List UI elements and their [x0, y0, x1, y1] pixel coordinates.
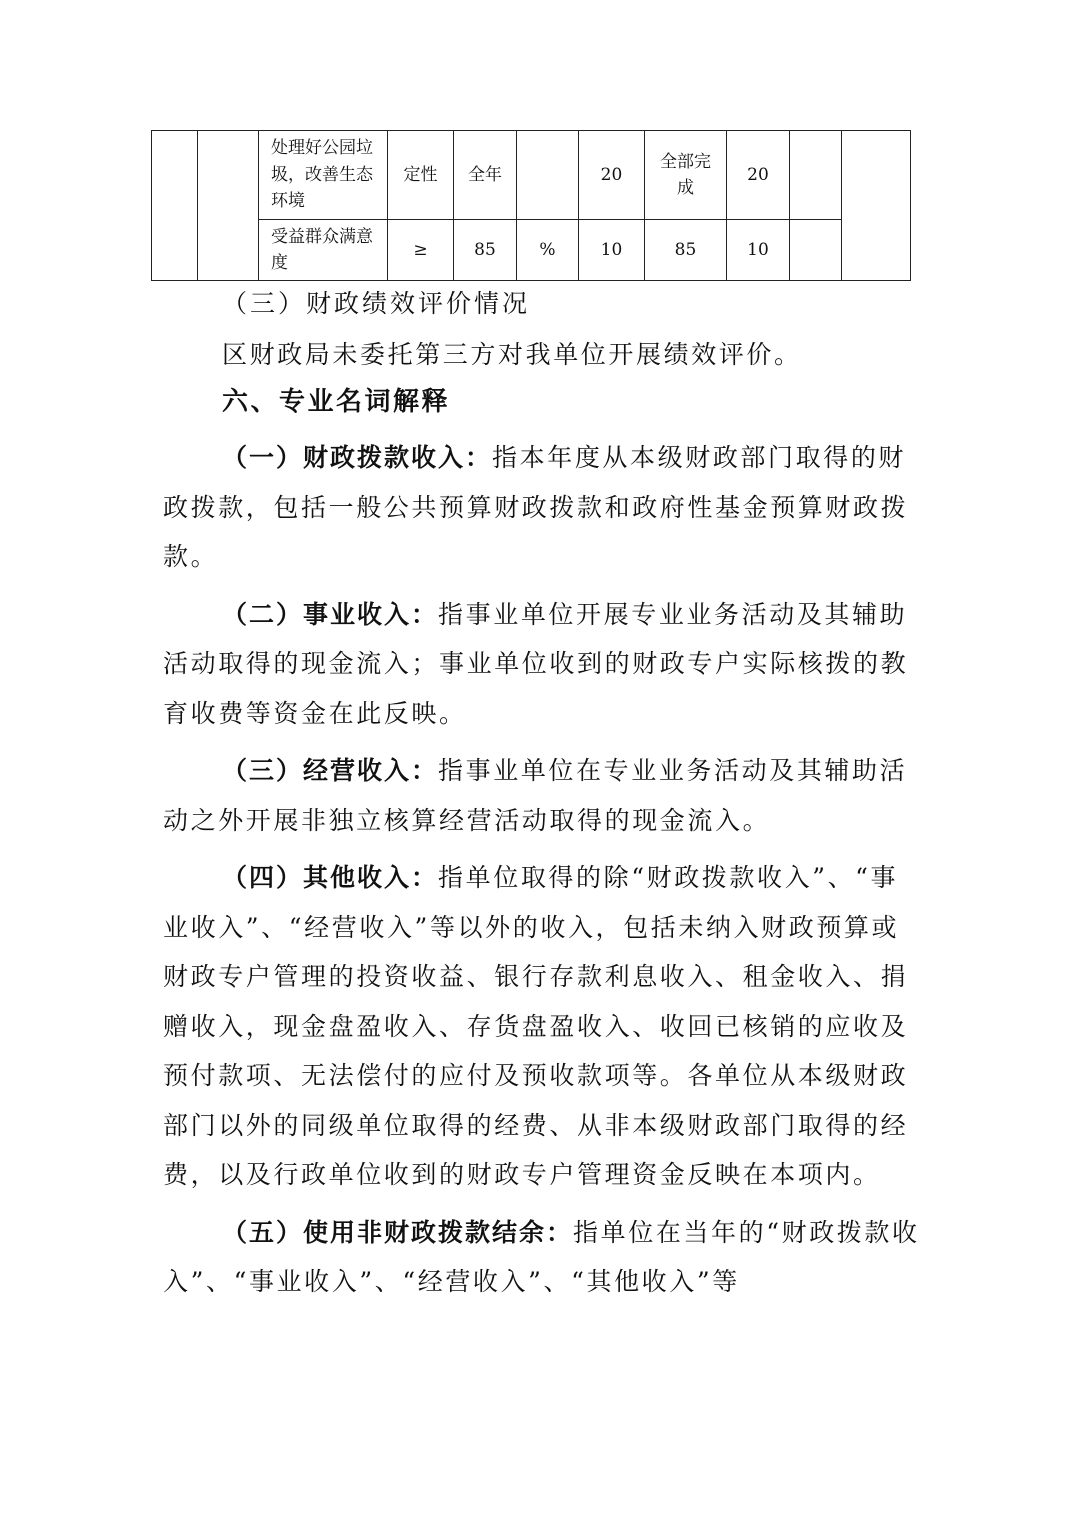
table-cell-empty	[152, 131, 198, 281]
term-list	[163, 433, 921, 1315]
term-paragraph	[163, 853, 921, 1200]
unit-cell	[517, 131, 579, 220]
actual-cell: 85	[645, 220, 727, 281]
table-cell-empty	[198, 131, 259, 281]
paragraph: 区财政局未委托第三方对我单位开展绩效评价。	[222, 340, 802, 369]
extra-cell	[790, 131, 842, 220]
table-cell-empty	[842, 131, 911, 281]
term-paragraph	[163, 433, 921, 582]
score-cell: 20	[727, 131, 790, 220]
type-cell: ≥	[388, 220, 454, 281]
term-paragraph	[163, 746, 921, 845]
indicator-cell: 受益群众满意度	[259, 220, 388, 281]
indicator-cell: 处理好公园垃圾，改善生态环境	[259, 131, 388, 220]
target-cell: 全年	[454, 131, 517, 220]
score-cell: 10	[727, 220, 790, 281]
type-cell: 定性	[388, 131, 454, 220]
weight-cell: 20	[579, 131, 645, 220]
section-heading: 六、专业名词解释	[222, 387, 451, 417]
target-cell: 85	[454, 220, 517, 281]
term-label: （一）财政拨款收入：	[222, 443, 493, 472]
term-definition: 指事业单位在专业业务活动及其辅助活动之外开展非独立核算经营活动取得的现金流入。	[163, 756, 908, 835]
extra-cell	[790, 220, 842, 281]
unit-cell: %	[517, 220, 579, 281]
term-definition: 指单位在当年的“财政拨款收入”、“事业收入”、“经营收入”、“其他收入”等	[163, 1217, 920, 1296]
term-paragraph	[163, 590, 921, 739]
term-definition: 指事业单位开展专业业务活动及其辅助活动取得的现金流入；事业单位收到的财政专户实际核拨的教育收费等资金在此反映。	[163, 599, 909, 728]
term-label: （二）事业收入：	[222, 599, 439, 629]
term-definition: 指单位取得的除“财政拨款收入”、“事业收入”、“经营收入”等以外的收入，包括未纳入财政预算或财政专户管理的投资收益、银行存款利息收入、租金收入、捐赠收入，现金盘盈收入、存货盘盈收入、收回已核销的应收及预付款项、无法偿付的应付及预收款项等。各单位从本级财政部门以外的同级单位取得的经费、从非本级财政部门取得的经费，以及行政单位收到的财政专户管理资金反映在本项内。	[163, 863, 909, 1189]
table-row	[152, 131, 911, 220]
term-definition: 指本年度从本级财政部门取得的财政拨款，包括一般公共预算财政拨款和政府性基金预算财政拨款。	[163, 443, 909, 571]
performance-indicator-table	[151, 130, 911, 281]
term-label: （四）其他收入：	[222, 863, 439, 892]
section-subtitle: （三）财政绩效评价情况	[222, 289, 531, 318]
table-row	[152, 220, 911, 281]
term-paragraph	[163, 1208, 921, 1307]
term-label: （三）经营收入：	[222, 756, 439, 785]
weight-cell: 10	[579, 220, 645, 281]
actual-cell: 全部完成	[645, 131, 727, 220]
term-label: （五）使用非财政拨款结余：	[222, 1217, 574, 1247]
